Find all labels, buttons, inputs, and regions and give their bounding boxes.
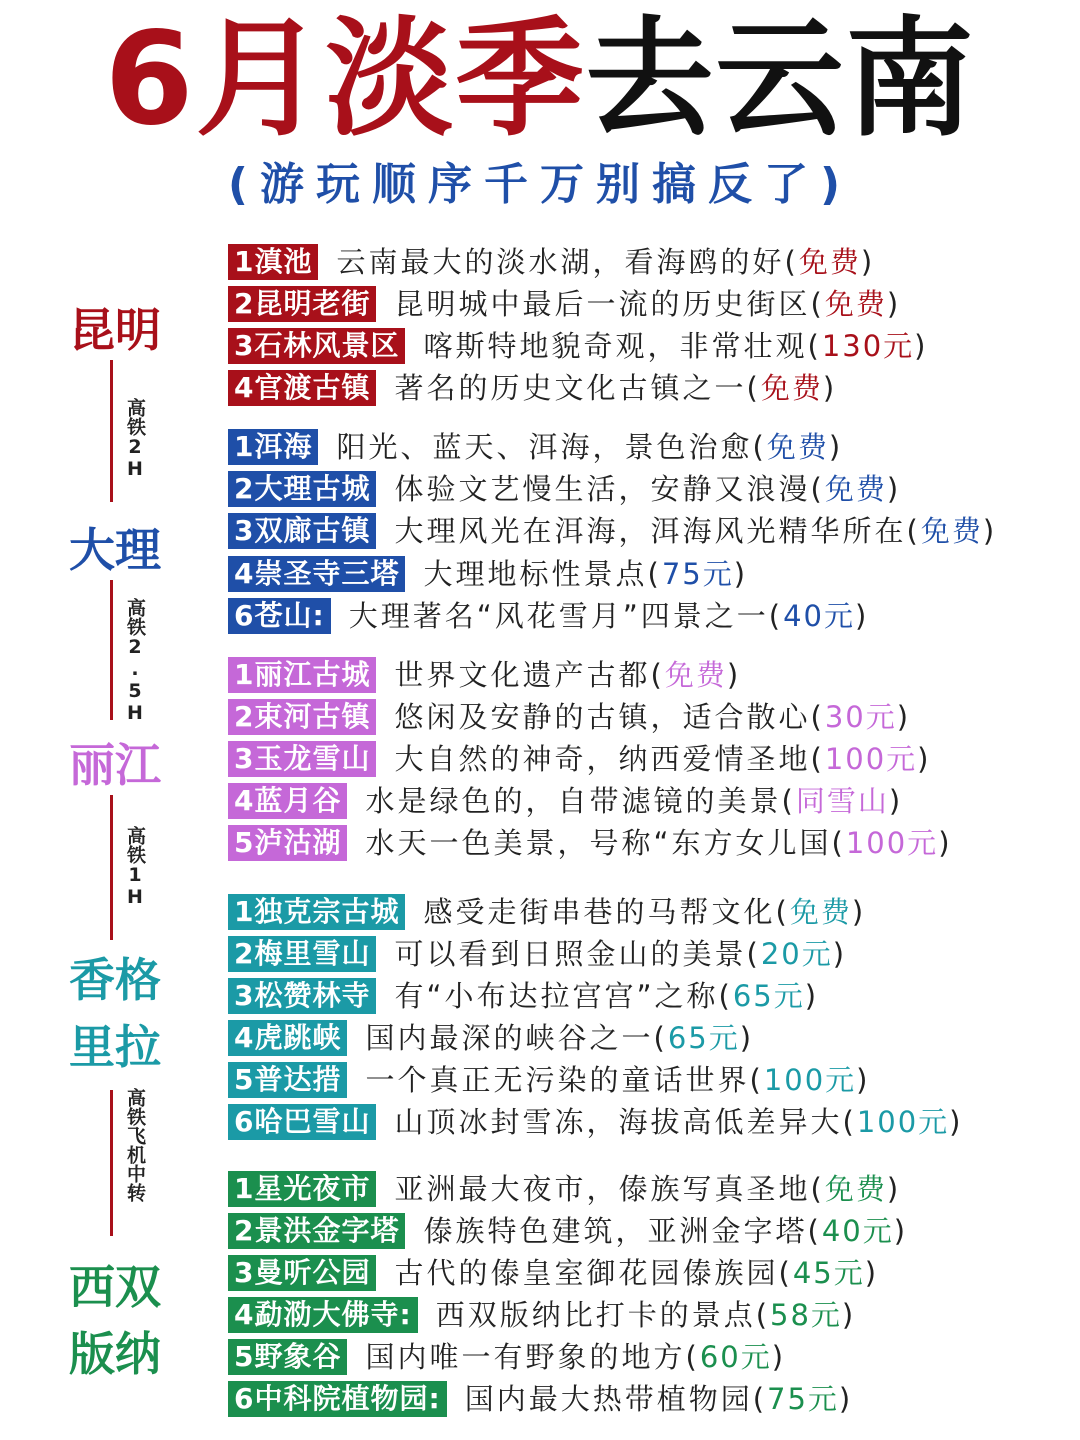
attraction-desc (423, 893, 866, 931)
attraction-description: 西双版纳比打卡的景点( (435, 1298, 771, 1332)
attraction-tag: 1滇池 (228, 244, 318, 280)
attraction-description: 著名的历史文化古镇之一( (394, 371, 761, 405)
title-part1: 6月淡季 (104, 5, 586, 154)
attraction-close-paren: ) (938, 826, 953, 860)
city-xishuang-line1: 西双 (69, 1260, 161, 1314)
attraction-tag: 2昆明老街 (228, 286, 376, 322)
attraction-close-paren: ) (888, 784, 904, 818)
attraction-price: 65元 (667, 1021, 740, 1055)
attraction-desc (394, 1103, 963, 1141)
attraction-tag: 4勐泐大佛寺: (228, 1297, 418, 1333)
attraction-description: 山顶冰封雪冻，海拔高低差异大( (394, 1105, 857, 1139)
attraction-close-paren: ) (733, 557, 749, 591)
attraction-price: 100元 (763, 1063, 857, 1097)
attraction-description: 一个真正无污染的童话世界( (365, 1063, 764, 1097)
attraction-close-paren: ) (860, 245, 876, 279)
attraction-desc (465, 1380, 854, 1418)
attraction-row-shangri (228, 893, 866, 931)
attraction-price: 免费 (920, 514, 983, 548)
attraction-price: 免费 (664, 658, 727, 692)
attraction-tag: 4蓝月谷 (228, 783, 347, 819)
attraction-row-lijiang (228, 656, 741, 694)
transfer-lijiang-shangri: 高铁1H (124, 826, 146, 908)
attraction-row-shangri (228, 977, 819, 1015)
attraction-price: 100元 (824, 742, 918, 776)
attraction-price: 免费 (798, 245, 861, 279)
attraction-tag: 3石林风景区 (228, 328, 405, 364)
attraction-description: 大理风光在洱海，洱海风光精华所在( (394, 514, 921, 548)
route-line-4 (110, 1090, 113, 1236)
attraction-price: 40元 (783, 599, 855, 633)
attraction-tag: 1星光夜市 (228, 1171, 376, 1207)
attraction-desc (394, 1254, 879, 1292)
attraction-tag: 5泸沽湖 (228, 825, 347, 861)
attraction-close-paren: ) (739, 1021, 755, 1055)
attraction-desc (365, 1061, 870, 1099)
attraction-description: 云南最大的淡水湖，看海鸥的好( (336, 245, 799, 279)
attraction-row-kunming (228, 327, 929, 365)
attraction-row-lijiang (228, 740, 932, 778)
attraction-description: 可以看到日照金山的美景( (394, 937, 761, 971)
attraction-desc (394, 285, 901, 323)
transfer-shangri-xishuang: 高铁飞机中转 (124, 1088, 146, 1202)
attraction-close-paren: ) (886, 287, 902, 321)
attraction-close-paren: ) (886, 472, 902, 506)
attraction-close-paren: ) (949, 1105, 964, 1139)
attraction-desc (394, 977, 819, 1015)
attraction-desc (423, 555, 748, 593)
page-subtitle: (游玩顺序千万别搞反了) (227, 159, 853, 210)
attraction-description: 世界文化遗产古都( (394, 658, 665, 692)
transfer-kunming-dali: 高铁2H (124, 398, 146, 480)
attraction-description: 大理地标性景点( (423, 557, 662, 591)
attraction-desc (365, 1338, 786, 1376)
attraction-close-paren: ) (982, 514, 998, 548)
attraction-close-paren: ) (804, 979, 820, 1013)
attraction-close-paren: ) (822, 371, 838, 405)
attraction-price: 75元 (767, 1382, 839, 1416)
attraction-close-paren: ) (851, 895, 867, 929)
title-part2: 去云南 (585, 5, 976, 154)
attraction-desc (394, 369, 837, 407)
attraction-description: 有“小布达拉宫宫”之称( (394, 979, 733, 1013)
attraction-price: 45元 (792, 1256, 865, 1290)
attraction-price: 100元 (845, 826, 939, 860)
attraction-tag: 1独克宗古城 (228, 894, 405, 930)
attraction-price: 40元 (821, 1214, 894, 1248)
attraction-desc (394, 935, 847, 973)
attraction-description: 大自然的神奇，纳西爱情圣地( (394, 742, 825, 776)
attraction-description: 亚洲最大夜市，傣族写真圣地( (394, 1172, 825, 1206)
attraction-close-paren: ) (893, 1214, 909, 1248)
attraction-row-xishuang (228, 1380, 853, 1418)
attraction-desc (423, 1212, 908, 1250)
attraction-desc (394, 740, 931, 778)
attraction-close-paren: ) (917, 742, 932, 776)
city-xishuang-line2: 版纳 (69, 1327, 161, 1381)
attraction-desc (394, 512, 997, 550)
attraction-description: 昆明城中最后一流的历史街区( (394, 287, 825, 321)
attraction-price: 30元 (824, 700, 897, 734)
attraction-row-kunming (228, 285, 901, 323)
attraction-close-paren: ) (726, 658, 742, 692)
attraction-tag: 5野象谷 (228, 1339, 347, 1375)
attraction-price: 免费 (824, 1172, 887, 1206)
attraction-tag: 4虎跳峡 (228, 1020, 347, 1056)
attraction-tag: 4官渡古镇 (228, 370, 376, 406)
attraction-price: 同雪山 (795, 784, 889, 818)
attraction-tag: 6中科院植物园: (228, 1381, 447, 1417)
attraction-close-paren: ) (771, 1340, 787, 1374)
attraction-close-paren: ) (832, 937, 848, 971)
attraction-tag: 2大理古城 (228, 471, 376, 507)
transfer-dali-lijiang: 高铁2.5H (124, 598, 146, 724)
attraction-description: 国内最深的峡谷之一( (365, 1021, 668, 1055)
attraction-price: 免费 (789, 895, 852, 929)
attraction-description: 悠闲及安静的古镇，适合散心( (394, 700, 825, 734)
attraction-desc (394, 1170, 901, 1208)
attraction-row-xishuang (228, 1254, 879, 1292)
attraction-price: 130元 (821, 329, 915, 363)
attraction-description: 体验文艺慢生活，安静又浪漫( (394, 472, 825, 506)
attraction-price: 免费 (760, 371, 823, 405)
attraction-row-shangri (228, 1061, 871, 1099)
attraction-price: 60元 (699, 1340, 772, 1374)
attraction-row-lijiang (228, 782, 903, 820)
attraction-description: 喀斯特地貌奇观，非常壮观( (423, 329, 822, 363)
attraction-price: 65元 (732, 979, 805, 1013)
attraction-description: 国内唯一有野象的地方( (365, 1340, 700, 1374)
attraction-tag: 2束河古镇 (228, 699, 376, 735)
city-kunming: 昆明 (69, 303, 161, 357)
attraction-row-shangri (228, 1019, 754, 1057)
attraction-row-shangri (228, 935, 847, 973)
attraction-tag: 4崇圣寺三塔 (228, 556, 405, 592)
attraction-desc (423, 327, 928, 365)
attraction-close-paren: ) (854, 599, 870, 633)
attraction-price: 免费 (766, 430, 829, 464)
attraction-tag: 2景洪金字塔 (228, 1213, 405, 1249)
attraction-row-xishuang (228, 1170, 901, 1208)
attraction-price: 20元 (760, 937, 833, 971)
attraction-desc (336, 428, 843, 466)
attraction-row-lijiang (228, 698, 911, 736)
attraction-desc (349, 597, 870, 635)
attraction-price: 100元 (856, 1105, 950, 1139)
page-title (0, 5, 1080, 154)
attraction-desc (365, 782, 903, 820)
attraction-close-paren: ) (828, 430, 844, 464)
attraction-desc (394, 470, 901, 508)
attraction-close-paren: ) (864, 1256, 880, 1290)
attraction-desc (365, 1019, 754, 1057)
attraction-row-xishuang (228, 1212, 908, 1250)
attraction-row-xishuang (228, 1296, 856, 1334)
attraction-description: 大理著名“风花雪月”四景之一( (348, 599, 784, 633)
attraction-tag: 3松赞林寺 (228, 978, 376, 1014)
attraction-tag: 6苍山: (228, 598, 331, 634)
attraction-close-paren: ) (856, 1063, 871, 1097)
attraction-description: 水天一色美景，号称“东方女儿国( (365, 826, 846, 860)
attraction-close-paren: ) (838, 1382, 854, 1416)
attraction-description: 傣族特色建筑，亚洲金字塔( (423, 1214, 822, 1248)
attraction-row-xishuang (228, 1338, 786, 1376)
city-shangri-line1: 香格 (69, 953, 161, 1007)
attraction-tag: 3双廊古镇 (228, 513, 376, 549)
attraction-close-paren: ) (914, 329, 929, 363)
attraction-tag: 5普达措 (228, 1062, 347, 1098)
attraction-row-dali (228, 597, 869, 635)
route-line-3 (110, 795, 113, 940)
city-shangri-line2: 里拉 (69, 1020, 161, 1074)
attraction-row-lijiang (228, 824, 953, 862)
attraction-description: 感受走街串巷的马帮文化( (423, 895, 790, 929)
attraction-row-dali (228, 470, 901, 508)
attraction-row-kunming (228, 243, 875, 281)
attraction-close-paren: ) (841, 1298, 857, 1332)
attraction-desc (394, 698, 911, 736)
attraction-desc (365, 824, 952, 862)
attraction-description: 水是绿色的，自带滤镜的美景( (365, 784, 796, 818)
attraction-price: 58元 (770, 1298, 842, 1332)
attraction-price: 免费 (824, 287, 887, 321)
attraction-description: 国内最大热带植物园( (464, 1382, 768, 1416)
attraction-desc (436, 1296, 857, 1334)
city-lijiang: 丽江 (69, 738, 161, 792)
route-line-2 (110, 580, 113, 720)
attraction-price: 免费 (824, 472, 887, 506)
attraction-tag: 3玉龙雪山 (228, 741, 376, 777)
attraction-tag: 1洱海 (228, 429, 318, 465)
attraction-description: 阳光、蓝天、洱海，景色治愈( (336, 430, 767, 464)
attraction-desc (394, 656, 741, 694)
city-dali: 大理 (69, 523, 161, 577)
attraction-description: 古代的傣皇室御花园傣族园( (394, 1256, 793, 1290)
route-line-1 (110, 360, 113, 502)
attraction-tag: 1丽江古城 (228, 657, 376, 693)
attraction-row-kunming (228, 369, 837, 407)
attraction-row-shangri (228, 1103, 964, 1141)
attraction-row-dali (228, 428, 843, 466)
attraction-tag: 6哈巴雪山 (228, 1104, 376, 1140)
attraction-tag: 2梅里雪山 (228, 936, 376, 972)
attraction-row-dali (228, 512, 997, 550)
attraction-tag: 3曼听公园 (228, 1255, 376, 1291)
attraction-close-paren: ) (896, 700, 912, 734)
attraction-row-dali (228, 555, 748, 593)
attraction-desc (336, 243, 875, 281)
attraction-close-paren: ) (886, 1172, 902, 1206)
attraction-price: 75元 (661, 557, 734, 591)
